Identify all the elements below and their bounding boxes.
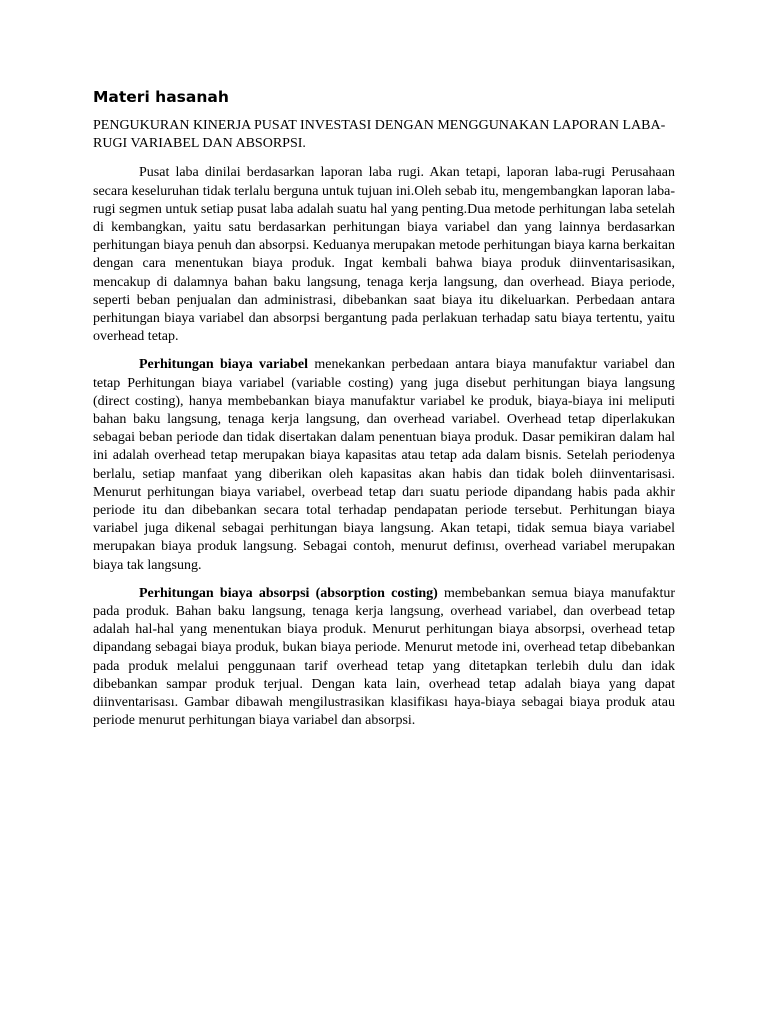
document-title: Materi hasanah <box>93 88 229 106</box>
section-heading: PENGUKURAN KINERJA PUSAT INVESTASI DENGAN MENGGUNAKAN LAPORAN LABA-RUGI VARIABEL DAN ABSORPSI. <box>93 118 666 152</box>
paragraph-2-bold-term: Perhitungan biaya variabel <box>139 357 309 373</box>
paragraph-3-bold-term: Perhitungan biaya absorpsi (absorption costing) <box>139 585 438 601</box>
paragraph-3 <box>93 585 675 731</box>
paragraph-1: Pusat laba dinilai berdasarkan laporan laba rugi. Akan tetapi, laporan laba-rugi Perusahaan secara keseluruhan tidak terlalu berguna untuk tujuan ini.Oleh sebab itu, mengembangkan laporan laba-rugi segmen untuk setiap pusat laba adalah suatu hal yang penting.Dua metode perhitungan laba setelah di kembangkan, yaitu satu berdasarkan perhitungan biaya variabel dan yang lainnya berdasarkan perhitungan biaya penuh dan absorpsi. Keduanya merupakan metode perhitungan biaya karna berkaitan dengan cara menentukan biaya produk. Ingat kembali bahwa biaya produk diinventarisasikan, mencakup di dalamnya bahan baku langsung, tenaga kerja langsung, dan overhead. Biaya periode, seperti beban penjualan dan administrasi, dibebankan saat biaya itu dikeluarkan. Perbedaan antara perhitungan biaya variabel dan absorpsi bergantung pada perlakuan terhadap satu biaya tertentu, yaitu overhead tetap. <box>93 165 675 345</box>
paragraph-3-text: membebankan semua biaya manufaktur pada produk. Bahan baku langsung, tenaga kerja langsung, overhead variabel, dan overbead tetap adalah hal-hal yang menentukan biaya produk. Menurut perhitungan biaya absorpsi, overhead tetap dipandang sebagai biaya produk, bukan biaya periode. Menurut metode ini, overhead tetap dibebankan pada produk melalui penggunaan tarif overhead tetap yang ditetapkan terlebih dulu dan idak dibebankan sampar produk terjual. Dengan kata lain, overhead tetap adalah biaya yang dapat diinventarisası. Gambar dibawah mengilustrasikan klasifikası haya-biaya sebagai biaya produk atau periode menurut perhitungan biaya variabel dan absorpsi. <box>93 585 675 729</box>
paragraph-2-text: menekankan perbedaan antara biaya manufaktur variabel dan tetap Perhitungan biaya variabel (variable costing) yang juga disebut perhitungan biaya langsung (direct costing), hanya membebankan biaya manufaktur variabel ke produk, biaya-biaya ini meliputi bahan baku langsung, tenaga kerja langsung, dan overhead variabel. Overhead tetap diperlakukan sebagai beban periode dan tidak disertakan dalam penentuan biaya produk. Dasar pemikiran dalam hal ini adalah overhead tetap merupakan biaya kapasitas atau tetap ada dalam bisnis. Setelah periodenya berlalu, setiap manfaat yang diberikan oleh kapasitas akan habis dan tidak boleh diinventarisasi. Menurut perhitungan biaya variabel, overbead tetap darı suatu periode dipandang habis pada akhir periode itu dan dibebankan secara total terhadap pendapatan periode tersebut. Perhitungan biaya variabel juga dikenal sebagai perhitungan biaya langsung. Akan tetapi, tidak semua biaya variabel merupakan biaya produk langsung. Sebagai contoh, menurut definısı, overhead variabel merupakan biaya tak langsung. <box>93 357 675 573</box>
document-page <box>93 86 675 741</box>
paragraph-2 <box>93 356 675 574</box>
